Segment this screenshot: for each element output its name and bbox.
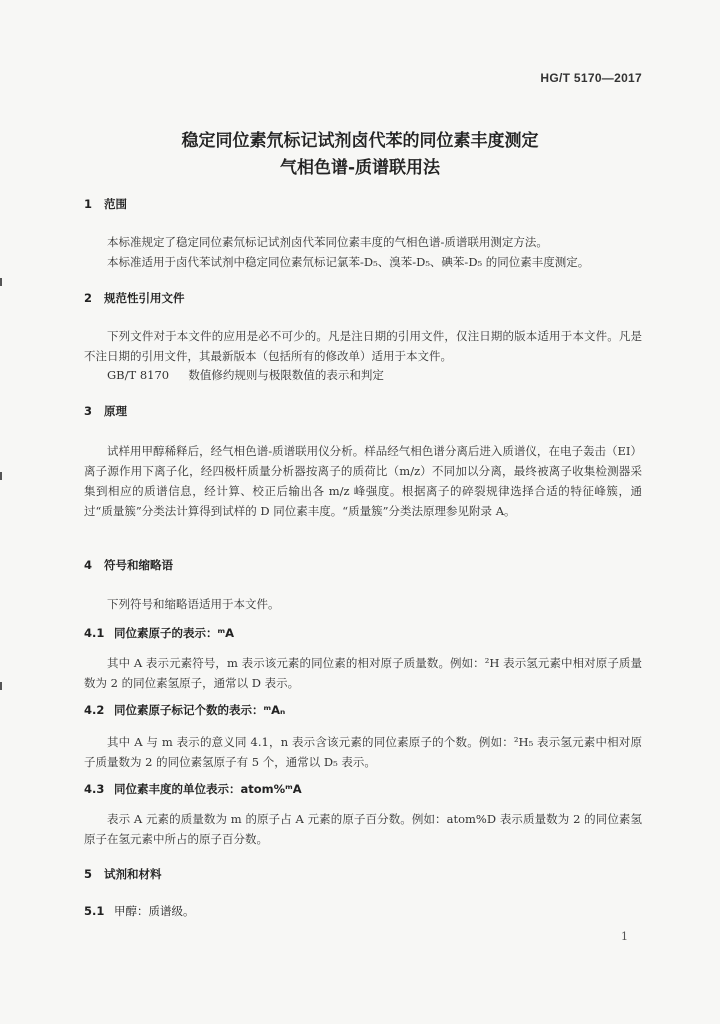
reference-title: 数值修约规则与极限数值的表示和判定 — [188, 368, 384, 382]
section-title: 同位素原子的表示：ᵐA — [114, 626, 235, 640]
section-number: 4.1 — [84, 626, 105, 640]
scan-edge-mark — [0, 278, 2, 286]
paragraph: 其中 A 与 m 表示的意义同 4.1，n 表示含该元素的同位素原子的个数。例如：²H₅ 表示氢元素中相对原子质量数为 2 的同位素氢原子有 5 个，通常以 D₅ 表示。 — [84, 735, 642, 769]
paragraph: 下列符号和缩略语适用于本文件。 — [107, 597, 280, 611]
section-number: 5 — [84, 867, 93, 881]
normative-reference — [107, 367, 384, 383]
subsection-heading — [84, 702, 285, 718]
section-title: 同位素原子标记个数的表示：ᵐAₙ — [114, 703, 286, 717]
section-title: 规范性引用文件 — [104, 291, 185, 305]
paragraph: 本标准规定了稳定同位素氘标记试剂卤代苯同位素丰度的气相色谱-质谱联用测定方法。 — [107, 235, 548, 249]
section-number: 4.2 — [84, 703, 105, 717]
section-heading — [84, 196, 127, 212]
paragraph: 下列文件对于本文件的应用是必不可少的。凡是注日期的引用文件，仅注日期的版本适用于本文件。凡是不注日期的引用文件，其最新版本（包括所有的修改单）适用于本文件。 — [84, 329, 642, 363]
section-number: 4.3 — [84, 782, 105, 796]
document-title — [0, 128, 720, 182]
subsection-heading — [84, 625, 234, 641]
section-title: 原理 — [104, 404, 127, 418]
scan-edge-mark — [0, 682, 2, 690]
paragraph: 表示 A 元素的质量数为 m 的原子占 A 元素的原子百分数。例如：atom%D 表示质量数为 2 的同位素氢原子在氢元素中所占的原子百分数。 — [84, 812, 642, 846]
subsection-heading — [84, 781, 302, 797]
section-heading — [84, 557, 173, 573]
section-number: 5.1 — [84, 904, 105, 918]
paragraph: 试样用甲醇稀释后，经气相色谱-质谱联用仪分析。样品经气相色谱分离后进入质谱仪，在电子轰击（EI）离子源作用下离子化，经四极杆质量分析器按离子的质荷比（m/z）不同加以分离，最终被离子收集检测器采集到相应的质谱信息，经计算、校正后输出各 m/z 峰强度。根据离子的碎裂规律选择合适的特征峰簇，通过“质量簇”分类法计算得到试样的 D 同位素丰度。“质量簇”分类法原理参见附录 A。 — [84, 444, 642, 518]
section-number: 3 — [84, 404, 93, 418]
section-number: 2 — [84, 291, 93, 305]
reference-code: GB/T 8170 — [107, 368, 170, 382]
page-number: 1 — [621, 930, 628, 943]
standard-code: HG/T 5170—2017 — [540, 71, 642, 85]
section-number: 1 — [84, 197, 93, 211]
scan-edge-mark — [0, 472, 2, 480]
section-title: 符号和缩略语 — [104, 558, 173, 572]
section-heading — [84, 403, 127, 419]
section-title: 同位素丰度的单位表示：atom%ᵐA — [114, 782, 302, 796]
section-number: 4 — [84, 558, 93, 572]
section-heading — [84, 866, 162, 882]
section-title: 范围 — [104, 197, 127, 211]
title-line-1: 稳定同位素氘标记试剂卤代苯的同位素丰度测定 — [181, 131, 539, 151]
paragraph: 本标准适用于卤代苯试剂中稳定同位素氘标记氯苯-D₅、溴苯-D₅、碘苯-D₅ 的同位素丰度测定。 — [107, 255, 590, 269]
subsection-item — [84, 903, 195, 919]
title-line-2: 气相色谱-质谱联用法 — [279, 158, 441, 178]
section-title: 试剂和材料 — [104, 867, 162, 881]
section-heading — [84, 290, 185, 306]
paragraph: 其中 A 表示元素符号，m 表示该元素的同位素的相对原子质量数。例如：²H 表示氢元素中相对原子质量数为 2 的同位素氢原子，通常以 D 表示。 — [84, 656, 642, 690]
item-text: 甲醇：质谱级。 — [114, 904, 195, 918]
